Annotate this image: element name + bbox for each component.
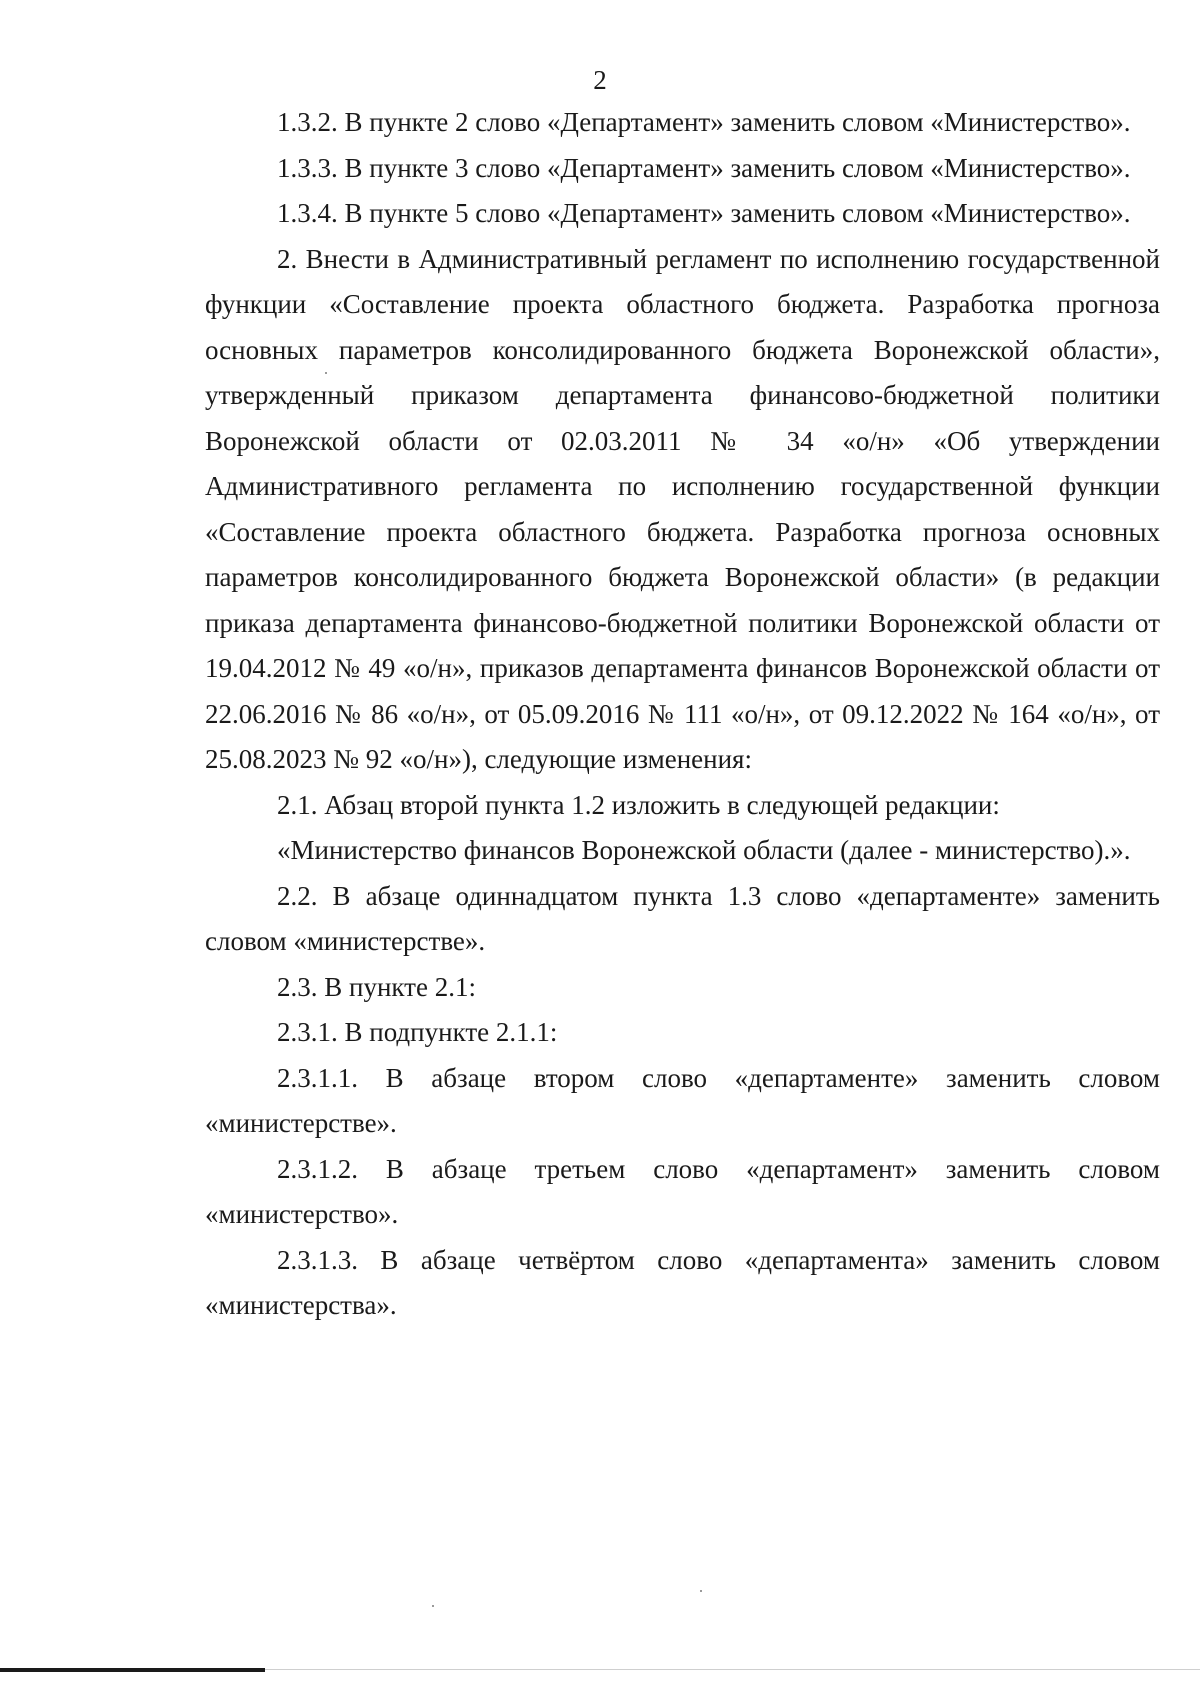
bottom-edge-rule-faint [265,1669,1200,1670]
paragraph-2-3-1: 2.3.1. В подпункте 2.1.1: [277,1017,558,1047]
paragraph-2-3: 2.3. В пункте 2.1: [277,971,476,1002]
paragraph-1-3-4: 1.3.4. В пункте 5 слово «Департамент» заменить словом «Министерство». [277,198,1131,228]
paragraph-2-1: 2.1. Абзац второй пункта 1.2 изложить в следующей редакции: [277,789,1000,820]
document-body [205,100,1160,1329]
paragraph-1-3-3: 1.3.3. В пункте 3 слово «Департамент» заменить словом «Министерство». [277,152,1131,183]
paragraph-2-3-1-1: 2.3.1.1. В абзаце втором слово «департаменте» заменить словом «министерстве». [205,1062,1160,1138]
paragraph-2: 2. Внести в Административный регламент по исполнению государственной функции «Составление проекта областного бюджета. Разработка прогноза основных параметров консолидированного бюджета Воронежской области», утвержденный приказом департамента финансово-бюджетной политики Воронежской области от 02.03.2011 № 34 «о/н» «Об утверждении Административного регламента по исполнению государственной функции «Составление проекта областного бюджета. Разработка прогноза основных параметров консолидированного бюджета Воронежской области» (в редакции приказа департамента финансово-бюджетной политики Воронежской области от 19.04.2012 № 49 «о/н», приказов департамента финансов Воронежской области от 22.06.2016 № 86 «о/н», от 05.09.2016 № 111 «о/н», от 09.12.2022 № 164 «о/н», от 25.08.2023 № 92 «о/н»), следующие изменения: [205,243,1160,774]
page-number: 2 [593,65,607,95]
paragraph-1-3-2: 1.3.2. В пункте 2 слово «Департамент» заменить словом «Министерство». [277,107,1131,137]
paragraph-2-2: 2.2. В абзаце одиннадцатом пункта 1.3 слово «департаменте» заменить словом «министерстве». [205,880,1160,956]
paragraph-2-3-1-2: 2.3.1.2. В абзаце третьем слово «департамент» заменить словом «министерство». [205,1153,1160,1229]
paragraph-2-3-1-3: 2.3.1.3. В абзаце четвёртом слово «департамента» заменить словом «министерства». [205,1244,1160,1320]
bottom-edge-rule [0,1668,265,1672]
paragraph-2-1-quote: «Министерство финансов Воронежской области (далее - министерство).». [277,835,1131,865]
scan-artifact-dot [325,372,327,374]
scan-artifact-dot [432,1605,434,1607]
scan-artifact-dot [700,1590,702,1592]
